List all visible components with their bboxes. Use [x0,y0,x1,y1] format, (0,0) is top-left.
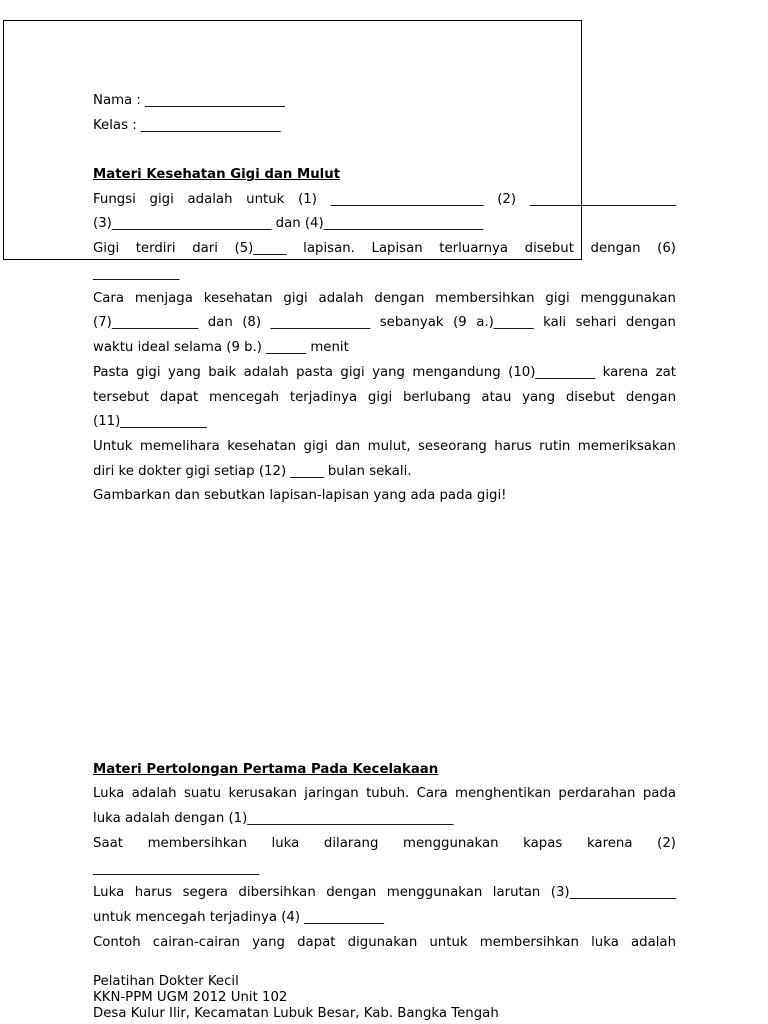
p3k-line: _________________________ [93,861,260,876]
nama-field: Nama : _____________________ [93,93,285,108]
gigi-line: diri ke dokter gigi setiap (12) _____ bulan sekali. [93,464,412,479]
gigi-line: Untuk memelihara kesehatan gigi dan mulut, seseorang harus rutin memeriksakan [93,439,676,454]
footer-line: Desa Kulur Ilir, Kecamatan Lubuk Besar, Kab. Bangka Tengah [93,1006,499,1021]
gigi-line: Cara menjaga kesehatan gigi adalah dengan membersihkan gigi menggunakan [93,291,676,306]
gigi-line: (3)________________________ dan (4)________________________ [93,216,484,231]
gigi-line: Gigi terdiri dari (5)_____ lapisan. Lapisan terluarnya disebut dengan (6) [93,241,676,256]
p3k-line: luka adalah dengan (1)_______________________________ [93,811,454,826]
p3k-line: Contoh cairan-cairan yang dapat digunakan untuk membersihkan luka adalah [93,935,676,950]
gigi-line: (11)_____________ [93,414,207,429]
section-title-p3k: Materi Pertolongan Pertama Pada Kecelakaan [93,762,439,777]
section-title-gigi: Materi Kesehatan Gigi dan Mulut [93,167,341,182]
p3k-line: untuk mencegah terjadinya (4) ____________ [93,910,385,925]
footer-line: KKN-PPM UGM 2012 Unit 102 [93,990,288,1005]
p3k-line: Saat membersihkan luka dilarang menggunakan kapas karena (2) [93,836,676,851]
gigi-line: waktu ideal selama (9 b.) ______ menit [93,340,349,355]
gigi-line: Gambarkan dan sebutkan lapisan-lapisan yang ada pada gigi! [93,488,507,503]
p3k-line: Luka adalah suatu kerusakan jaringan tubuh. Cara menghentikan perdarahan pada [93,786,676,801]
gigi-line: (7)_____________ dan (8) _______________ sebanyak (9 a.)______ kali sehari dengan [93,315,676,330]
gigi-line: Pasta gigi yang baik adalah pasta gigi yang mengandung (10)_________ karena zat [93,365,676,380]
p3k-line: Luka harus segera dibersihkan dengan menggunakan larutan (3)________________ [93,885,676,900]
kelas-field: Kelas : _____________________ [93,118,281,133]
gigi-line: Fungsi gigi adalah untuk (1) _______________________ (2) ______________________ [93,192,676,207]
footer-line: Pelatihan Dokter Kecil [93,974,239,989]
gigi-line: _____________ [93,266,180,281]
page-footer [93,974,693,1022]
gigi-line: tersebut dapat mencegah terjadinya gigi berlubang atau yang disebut dengan [93,390,676,405]
